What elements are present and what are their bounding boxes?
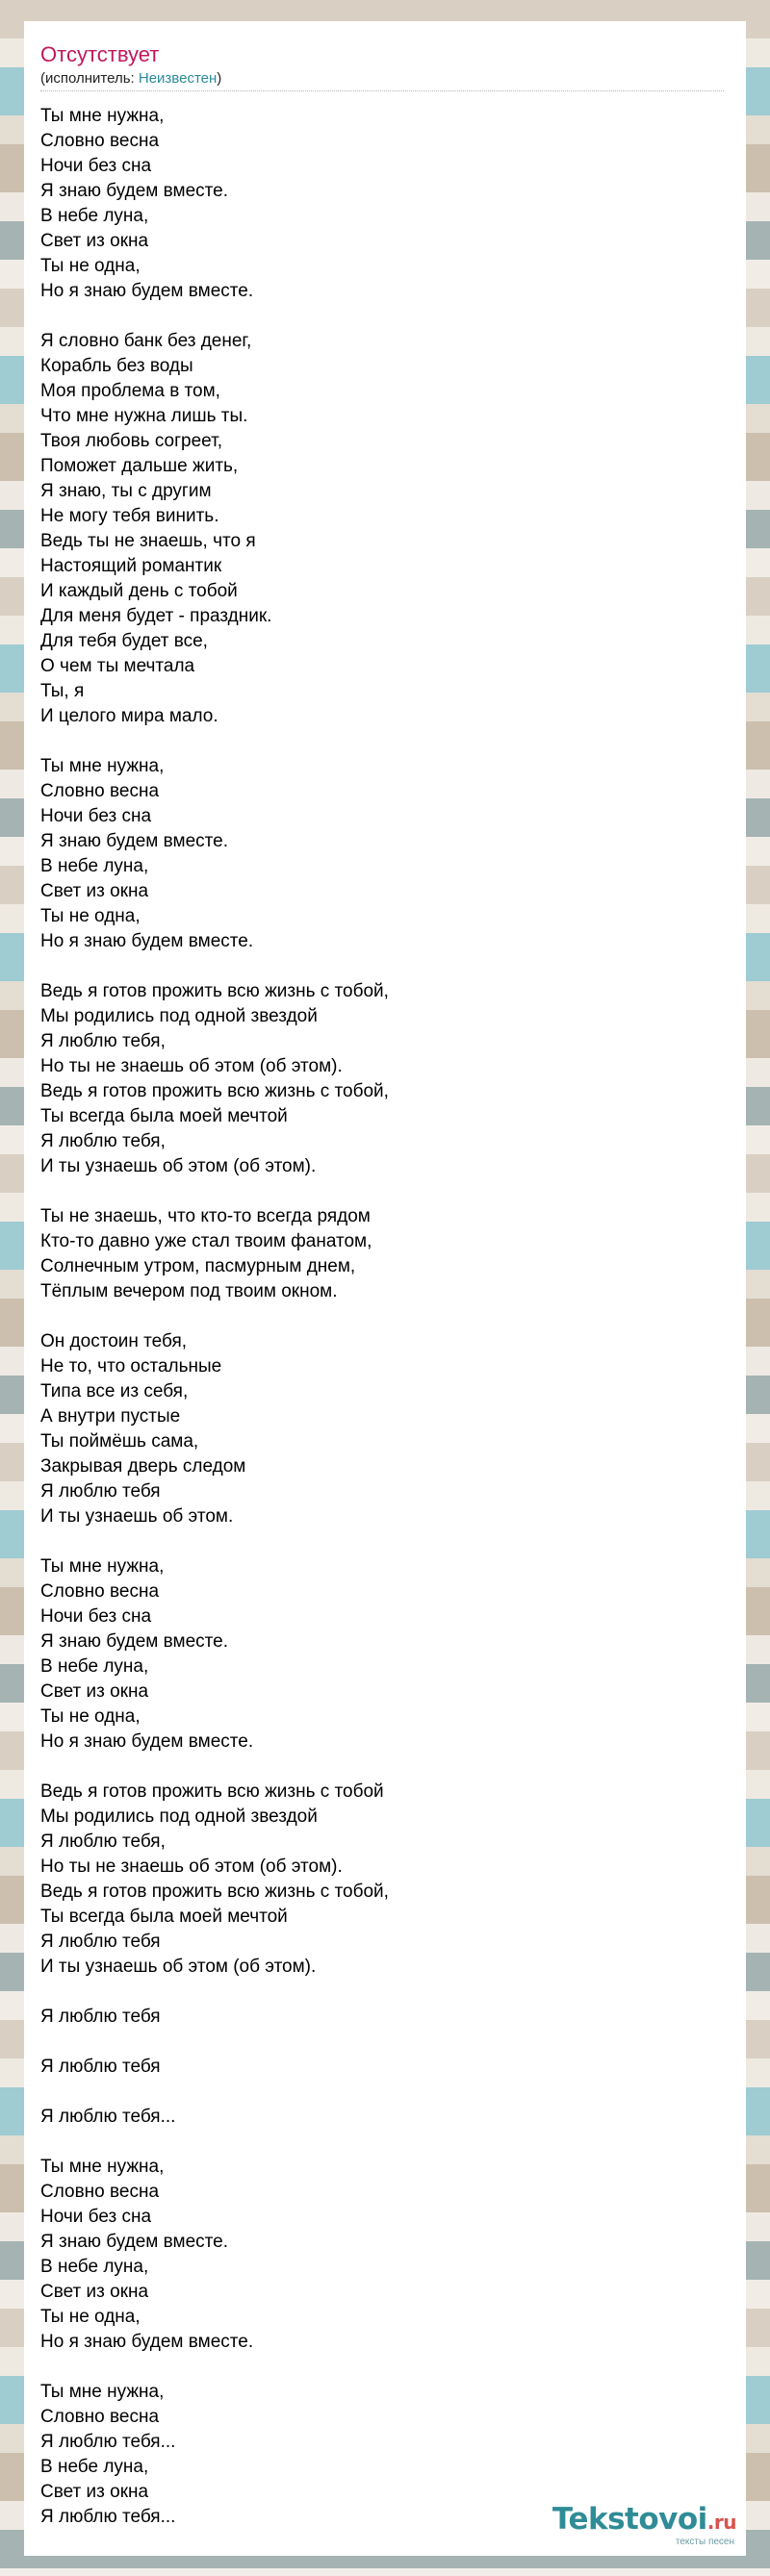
- lyrics-stanza: [40, 979, 714, 1179]
- lyrics-line: О чем ты мечтала: [40, 656, 195, 676]
- lyrics-line: Для меня будет - праздник.: [40, 606, 272, 626]
- artist-byline: [40, 69, 221, 88]
- lyrics-line: И целого мира мало.: [40, 706, 218, 726]
- byline-suffix: ): [217, 70, 222, 87]
- lyrics-line: Ты мне нужна,: [40, 756, 165, 776]
- lyrics-line: Я люблю тебя,: [40, 1831, 166, 1852]
- lyrics-line: Я знаю будем вместе.: [40, 2232, 228, 2252]
- lyrics-line: Ты не одна,: [40, 906, 141, 926]
- lyrics-line: Я знаю будем вместе.: [40, 181, 228, 201]
- lyrics-line: Кто-то давно уже стал твоим фанатом,: [40, 1231, 372, 1251]
- lyrics-line: В небе луна,: [40, 206, 149, 226]
- lyrics-line: Ночи без сна: [40, 156, 152, 176]
- lyrics-line: Но ты не знаешь об этом (об этом).: [40, 1856, 343, 1877]
- lyrics-line: Ты не одна,: [40, 256, 141, 276]
- lyrics-line: Мы родились под одной звездой: [40, 1006, 318, 1026]
- lyrics-line: Ведь я готов прожить всю жизнь с тобой,: [40, 981, 389, 1001]
- lyrics-line: Ночи без сна: [40, 2207, 152, 2227]
- lyrics-line: Ведь ты не знаешь, что я: [40, 531, 256, 551]
- logo-tagline: тексты песен: [675, 2537, 734, 2547]
- lyrics-card: [24, 21, 746, 2556]
- lyrics-line: Я знаю будем вместе.: [40, 831, 228, 851]
- lyrics-line: Ночи без сна: [40, 1606, 152, 1627]
- lyrics-line: Поможет дальше жить,: [40, 456, 239, 476]
- lyrics-line: Я люблю тебя: [40, 1932, 161, 1952]
- lyrics-text: [40, 104, 714, 2555]
- lyrics-line: Но ты не знаешь об этом (об этом).: [40, 1056, 343, 1076]
- lyrics-line: Твоя любовь согреет,: [40, 431, 222, 451]
- lyrics-line: Я люблю тебя: [40, 1481, 161, 1502]
- lyrics-line: Ты не одна,: [40, 1706, 141, 1727]
- lyrics-line: И ты узнаешь об этом (об этом).: [40, 1957, 317, 1977]
- lyrics-line: Ночи без сна: [40, 806, 152, 826]
- lyrics-line: Свет из окна: [40, 2482, 149, 2502]
- lyrics-line: Моя проблема в том,: [40, 381, 220, 401]
- lyrics-line: И ты узнаешь об этом (об этом).: [40, 1156, 317, 1176]
- lyrics-line: Солнечным утром, пасмурным днем,: [40, 1256, 356, 1276]
- lyrics-line: Ты мне нужна,: [40, 2157, 165, 2177]
- lyrics-line: Ты мне нужна,: [40, 106, 165, 126]
- lyrics-line: Свет из окна: [40, 231, 149, 251]
- lyrics-line: И каждый день с тобой: [40, 581, 238, 601]
- lyrics-line: Ты, я: [40, 681, 85, 701]
- lyrics-line: В небе луна,: [40, 2457, 149, 2477]
- lyrics-line: А внутри пустые: [40, 1406, 181, 1427]
- lyrics-line: Ведь я готов прожить всю жизнь с тобой,: [40, 1081, 389, 1101]
- lyrics-line: Ты мне нужна,: [40, 1556, 165, 1577]
- lyrics-stanza: [40, 2055, 714, 2080]
- lyrics-line: Словно весна: [40, 131, 160, 151]
- lyrics-line: Ты мне нужна,: [40, 2382, 165, 2402]
- lyrics-line: Он достоин тебя,: [40, 1331, 188, 1351]
- lyrics-line: Я знаю, ты с другим: [40, 481, 212, 501]
- lyrics-line: Ты не одна,: [40, 2307, 141, 2327]
- lyrics-line: Я люблю тебя: [40, 2007, 161, 2027]
- lyrics-line: Я словно банк без денег,: [40, 331, 252, 351]
- lyrics-line: Я знаю будем вместе.: [40, 1631, 228, 1652]
- lyrics-line: Свет из окна: [40, 2282, 149, 2302]
- lyrics-line: Не могу тебя винить.: [40, 506, 219, 526]
- lyrics-stanza: [40, 104, 714, 304]
- lyrics-stanza: [40, 2105, 714, 2130]
- lyrics-line: Но я знаю будем вместе.: [40, 1731, 254, 1752]
- lyrics-line: В небе луна,: [40, 856, 149, 876]
- lyrics-stanza: [40, 1554, 714, 1755]
- lyrics-line: Корабль без воды: [40, 356, 193, 376]
- lyrics-line: Словно весна: [40, 1581, 160, 1602]
- lyrics-line: Свет из окна: [40, 881, 149, 901]
- lyrics-line: Закрывая дверь следом: [40, 1456, 246, 1477]
- lyrics-line: Для тебя будет все,: [40, 631, 208, 651]
- header-divider: [40, 90, 724, 91]
- lyrics-line: Ты поймёшь сама,: [40, 1431, 199, 1452]
- logo-tld: .ru: [706, 2511, 736, 2534]
- lyrics-line: Ты всегда была моей мечтой: [40, 1106, 288, 1126]
- lyrics-line: Настоящий романтик: [40, 556, 222, 576]
- lyrics-line: Ведь я готов прожить всю жизнь с тобой,: [40, 1881, 389, 1902]
- lyrics-line: Но я знаю будем вместе.: [40, 2332, 254, 2352]
- lyrics-stanza: [40, 1329, 714, 1529]
- lyrics-stanza: [40, 1780, 714, 1980]
- byline-prefix: (исполнитель:: [40, 70, 139, 87]
- lyrics-line: Словно весна: [40, 781, 160, 801]
- lyrics-line: Ты всегда была моей мечтой: [40, 1907, 288, 1927]
- lyrics-line: Не то, что остальные: [40, 1356, 222, 1376]
- lyrics-stanza: [40, 754, 714, 954]
- lyrics-stanza: [40, 2155, 714, 2355]
- lyrics-line: Я люблю тебя: [40, 2057, 161, 2077]
- logo-wordmark: [552, 2502, 736, 2539]
- lyrics-line: Ведь я готов прожить всю жизнь с тобой: [40, 1781, 384, 1802]
- lyrics-line: И ты узнаешь об этом.: [40, 1506, 234, 1527]
- site-logo[interactable]: [544, 2502, 736, 2550]
- lyrics-stanza: [40, 2005, 714, 2030]
- lyrics-stanza: [40, 1204, 714, 1304]
- lyrics-line: Типа все из себя,: [40, 1381, 189, 1402]
- lyrics-line: Я люблю тебя,: [40, 1131, 166, 1151]
- lyrics-line: Словно весна: [40, 2407, 160, 2427]
- lyrics-line: Я люблю тебя...: [40, 2107, 176, 2127]
- lyrics-line: В небе луна,: [40, 1656, 149, 1677]
- lyrics-line: Но я знаю будем вместе.: [40, 281, 254, 301]
- lyrics-line: Я люблю тебя...: [40, 2432, 176, 2452]
- lyrics-line: В небе луна,: [40, 2257, 149, 2277]
- lyrics-stanza: [40, 329, 714, 729]
- lyrics-line: Ты не знаешь, что кто-то всегда рядом: [40, 1206, 371, 1226]
- lyrics-line: Я люблю тебя,: [40, 1031, 166, 1051]
- lyrics-line: Тёплым вечером под твоим окном.: [40, 1281, 338, 1301]
- artist-link[interactable]: Неизвестен: [138, 70, 218, 87]
- lyrics-line: Что мне нужна лишь ты.: [40, 406, 248, 426]
- lyrics-line: Мы родились под одной звездой: [40, 1806, 318, 1827]
- logo-main: Tekstovoi: [552, 2502, 707, 2537]
- lyrics-line: Но я знаю будем вместе.: [40, 931, 254, 951]
- song-title: Отсутствует: [40, 42, 160, 66]
- lyrics-line: Свет из окна: [40, 1681, 149, 1702]
- lyrics-line: Словно весна: [40, 2182, 160, 2202]
- lyrics-line: Я люблю тебя...: [40, 2507, 176, 2527]
